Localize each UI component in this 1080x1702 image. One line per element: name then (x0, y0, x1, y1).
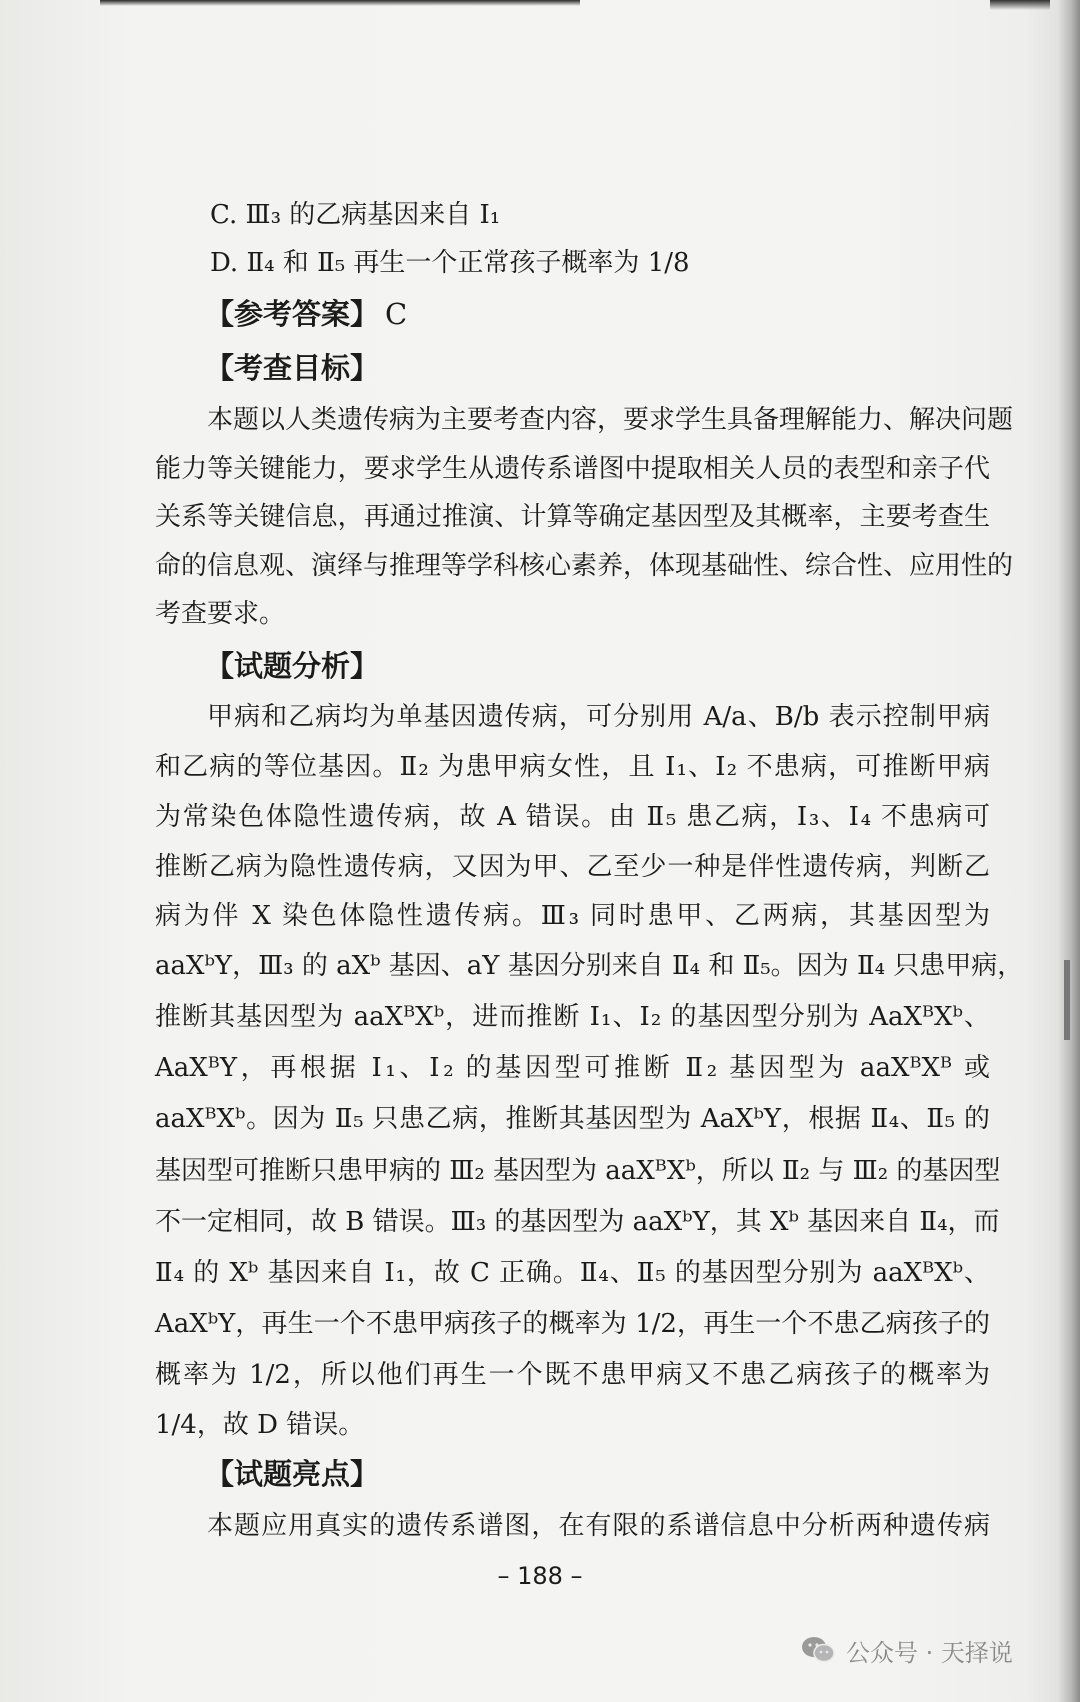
page-right-edge (1058, 0, 1080, 1702)
analysis-line: 病为伴 X 染色体隐性遗传病。Ⅲ₃ 同时患甲、乙两病，其基因型为 (155, 901, 990, 931)
analysis-line: AaXᵇY，再生一个不患甲病孩子的概率为 1/2，再生一个不患乙病孩子的 (155, 1309, 990, 1339)
answer-heading-label: 【参考答案】 (205, 297, 380, 331)
analysis-line: aaXᴮXᵇ。因为 Ⅱ₅ 只患乙病，推断其基因型为 AaXᵇY，根据 Ⅱ₄、Ⅱ₅ 的 (155, 1104, 990, 1134)
objective-line: 本题以人类遗传病为主要考查内容，要求学生具备理解能力、解决问题 (207, 405, 1014, 435)
analysis-line: 概率为 1/2，所以他们再生一个既不患甲病又不患乙病孩子的概率为 (155, 1360, 990, 1390)
analysis-line: 为常染色体隐性遗传病，故 A 错误。由 Ⅱ₅ 患乙病，Ⅰ₃、Ⅰ₄ 不患病可 (155, 802, 990, 832)
highlight-line: 本题应用真实的遗传系谱图，在有限的系谱信息中分析两种遗传病 (207, 1511, 990, 1541)
objective-line: 命的信息观、演绎与推理等学科核心素养，体现基础性、综合性、应用性的 (155, 551, 1014, 581)
analysis-line: 1/4，故 D 错误。 (155, 1410, 365, 1440)
analysis-line: 甲病和乙病均为单基因遗传病，可分别用 A/a、B/b 表示控制甲病 (207, 702, 990, 732)
analysis-line: aaXᵇY，Ⅲ₃ 的 aXᵇ 基因、aY 基因分别来自 Ⅱ₄ 和 Ⅱ₅。因为 Ⅱ₄ 只患甲病， (155, 951, 1024, 981)
analysis-line: 和乙病的等位基因。Ⅱ₂ 为患甲病女性，且 Ⅰ₁、Ⅰ₂ 不患病，可推断甲病 (155, 752, 990, 782)
objective-line: 关系等关键信息，再通过推演、计算等确定基因型及其概率，主要考查生 (155, 502, 990, 532)
top-edge-shadow (100, 0, 580, 6)
objective-line: 能力等关键能力，要求学生从遗传系谱图中提取相关人员的表型和亲子代 (155, 454, 990, 484)
option-c: C. Ⅲ₃ 的乙病基因来自 Ⅰ₁ (210, 200, 501, 230)
binding-mark (1064, 960, 1070, 1040)
option-d: D. Ⅱ₄ 和 Ⅱ₅ 再生一个正常孩子概率为 1/8 (210, 248, 690, 278)
analysis-line: 推断其基因型为 aaXᴮXᵇ，进而推断 Ⅰ₁、Ⅰ₂ 的基因型分别为 AaXᴮXᵇ、 (155, 1002, 990, 1032)
answer-heading (205, 296, 407, 332)
objective-line: 考查要求。 (155, 599, 286, 629)
page-number: – 188 – (497, 1562, 583, 1590)
analysis-line: AaXᴮY，再根据 Ⅰ₁、Ⅰ₂ 的基因型可推断 Ⅱ₂ 基因型为 aaXᴮXᴮ 或 (155, 1053, 990, 1083)
highlight-heading: 【试题亮点】 (205, 1457, 380, 1491)
answer-value: C (385, 297, 408, 331)
analysis-line: 基因型可推断只患甲病的 Ⅲ₂ 基因型为 aaXᴮXᵇ，所以 Ⅱ₂ 与 Ⅲ₂ 的基因型 (155, 1156, 1001, 1186)
wechat-icon (800, 1635, 836, 1665)
top-edge-shadow-right (990, 0, 1050, 10)
analysis-line: Ⅱ₄ 的 Xᵇ 基因来自 Ⅰ₁，故 C 正确。Ⅱ₄、Ⅱ₅ 的基因型分别为 aaXᴮXᵇ、 (155, 1258, 990, 1288)
analysis-heading: 【试题分析】 (205, 649, 380, 683)
analysis-line: 不一定相同，故 B 错误。Ⅲ₃ 的基因型为 aaXᵇY，其 Xᵇ 基因来自 Ⅱ₄，而 (155, 1207, 1000, 1237)
objective-heading: 【考查目标】 (205, 351, 380, 385)
watermark (800, 1630, 1013, 1670)
analysis-line: 推断乙病为隐性遗传病，又因为甲、乙至少一种是伴性遗传病，判断乙 (155, 852, 990, 882)
watermark-text: 公众号 · 天择说 (846, 1638, 1013, 1667)
